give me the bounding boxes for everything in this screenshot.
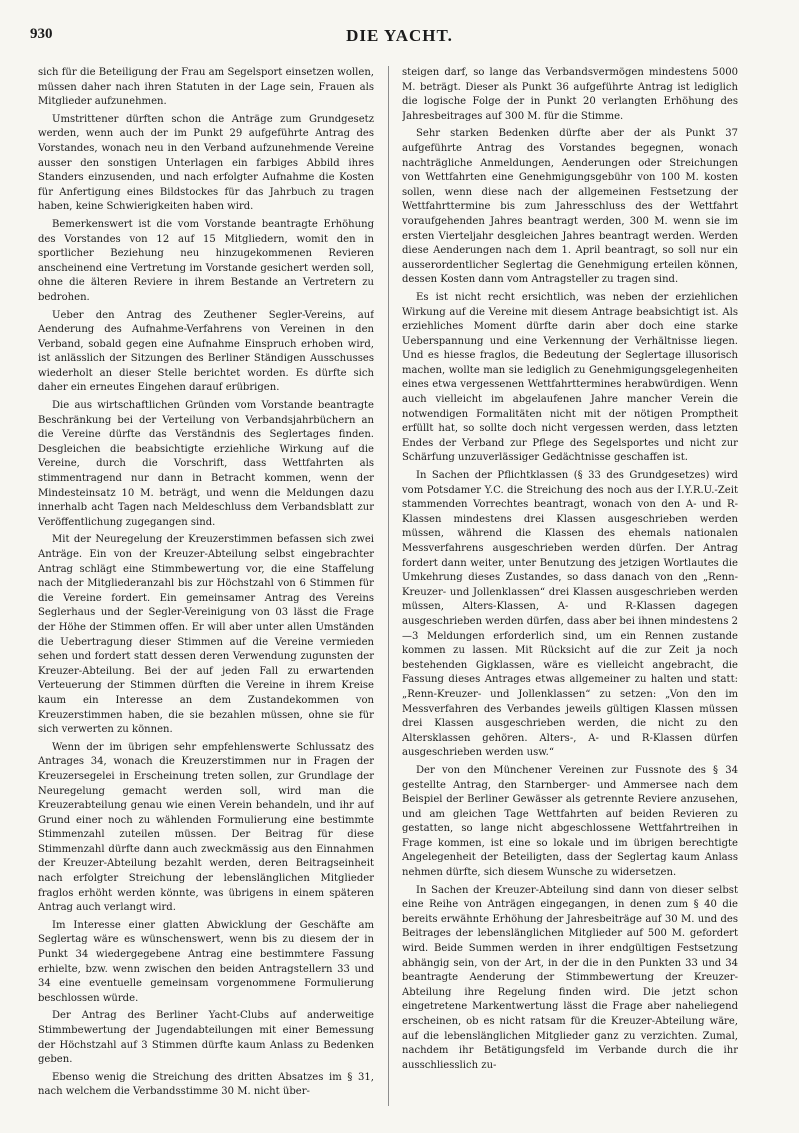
paragraph: Mit der Neuregelung der Kreuzerstimmen befassen sich zwei Anträge. Ein von der Kreuzer-Abteilung selbst eingebrachter Antrag schlägt eine Stimmbewertung vor, die eine Staffelung nach der Mitgliederanzahl bis zur Höchstzahl von 6 Stimmen für die Vereine fordert. Ein gemeinsamer Antrag des Vereins Seglerhaus und der Segler-Vereinigung von 03 lässt die Frage der Höhe der Stimmen offen. Er will aber unter allen Umständen die Uebertragung dieser Stimmen auf die Vereine vermieden sehen und fordert statt dessen deren Verwendung zugunsten der Kreuzer-Abteilung. Bei der auf jeden Fall zu erwartenden Verteuerung der Stimmen dürften die Vereine in ihrem Kreise kaum ein Interesse an dem Zustandekommen von Kreuzerstimmen haben, die sie bezahlen müssen, ohne sie für sich verwerten zu können. <box>38 534 374 736</box>
journal-title: DIE YACHT. <box>346 26 453 45</box>
paragraph: In Sachen der Pflichtklassen (§ 33 des Grundgesetzes) wird vom Potsdamer Y.C. die Streichung des noch aus der I.Y.R.U.-Zeit stammenden Vorrechtes beantragt, wonach von den A- und R-Klassen mindestens drei Klassen ausgeschrieben werden müssen, während die Klassen des ehemals nationalen Messverfahrens ausgeschrieben werden dürfen. Der Antrag fordert dann weiter, unter Benutzung des jetzigen Wortlautes die Umkehrung dieses Zustandes, so dass danach von den „Renn-Kreuzer- und Jollenklassen“ drei Klassen ausgeschrieben werden müssen, Alters-Klassen, A- und R-Klassen dagegen ausgeschrieben werden dürfen, dass aber bei ihnen mindestens 2—3 Meldungen erforderlich sind, um ein Rennen zustande kommen zu lassen. Mit Rücksicht auf die zur Zeit ja noch bestehenden Gigklassen, wäre es vielleicht angebracht, die Fassung dieses Antrages etwas allgemeiner zu halten und statt: „Renn-Kreuzer- und Jollenklassen“ zu setzen: „Von den im Messverfahren des Verbandes jeweils gültigen Klassen müssen drei Klassen ausgeschrieben werden, die nicht zu den Altersklassen gehören. Alters-, A- und R-Klassen dürfen ausgeschrieben werden usw.“ <box>402 470 738 759</box>
paragraph: Der Antrag des Berliner Yacht-Clubs auf anderweitige Stimmbewertung der Jugendabteilungen mit einer Bemessung der Höchstzahl auf 3 Stimmen dürfte kaum Anlass zu Bedenken geben. <box>38 1010 374 1066</box>
paragraph: sich für die Beteiligung der Frau am Segelsport einsetzen wollen, müssen daher nach ihren Statuten in der Lage sein, Frauen als Mitglieder aufzunehmen. <box>38 67 374 108</box>
article-body <box>38 66 738 1106</box>
right-column <box>402 66 738 1106</box>
left-column <box>38 66 374 1106</box>
paragraph: Die aus wirtschaftlichen Gründen vom Vorstande beantragte Beschränkung bei der Verteilung von Verbandsjahrbüchern an die Vereine dürfte das Verständnis des Seglertages finden. Desgleichen die beabsichtigte erziehliche Wirkung auf die Vereine, durch die Vorschrift, dass Wettfahrten als stimmentragend nur dann in Betracht kommen, wenn der Mindesteinsatz 10 M. beträgt, und wenn die Meldungen dazu innerhalb acht Tagen nach Meldeschluss dem Verbandsblatt zur Veröffentlichung zugegangen sind. <box>38 400 374 528</box>
paragraph: Bemerkenswert ist die vom Vorstande beantragte Erhöhung des Vorstandes von 12 auf 15 Mitgliedern, womit den in sportlicher Beziehung neu hinzugekommenen Revieren anscheinend eine Vertretung im Vorstande gesichert werden soll, ohne die älteren Reviere in ihrem Bestande an Vertretern zu bedrohen. <box>38 218 374 303</box>
page-header <box>0 26 799 48</box>
paragraph: Sehr starken Bedenken dürfte aber der als Punkt 37 aufgeführte Antrag des Vorstandes begegnen, wonach nachträgliche Anmeldungen, Aenderungen oder Streichungen von Wettfahrten eine Genehmigungsgebühr von 100 M. kosten sollen, wenn diese nach der allgemeinen Festsetzung der Wettfahrttermine bis zum Jahresschluss des der Wettfahrt voraufgehenden Jahres beantragt werden, 300 M. wenn sie im ersten Vierteljahr desgleichen Jahres beantragt werden. Werden diese Aenderungen nach dem 1. April beantragt, so soll nur ein ausserordentlicher Seglertag die Genehmigung erteilen können, dessen Kosten dann vom Antragsteller zu tragen sind. <box>402 128 738 286</box>
page-number: 930 <box>30 26 53 42</box>
paragraph: Der von den Münchener Vereinen zur Fussnote des § 34 gestellte Antrag, den Starnberger- und Ammersee nach dem Beispiel der Berliner Gewässer als getrennte Reviere anzusehen, und am gleichen Tage Wettfahrten auf beiden Revieren zu gestatten, so lange nicht abgeschlossene Wettfahrtreihen in Frage kommen, ist eine so lokale und im übrigen berechtigte Angelegenheit der Beteiligten, dass der Seglertag kaum Anlass nehmen dürfte, sich diesem Wunsche zu widersetzen. <box>402 764 738 879</box>
paragraph: Im Interesse einer glatten Abwicklung der Geschäfte am Seglertag wäre es wünschenswert, wenn bis zu diesem der in Punkt 34 wiedergegebene Antrag eine bestimmtere Fassung erhielte, bzw. wenn zwischen den beiden Antragstellern 33 und 34 eine eventuelle gemeinsam vorgenommene Formulierung beschlossen würde. <box>38 919 374 1004</box>
column-divider <box>388 66 389 1106</box>
paragraph: Es ist nicht recht ersichtlich, was neben der erziehlichen Wirkung auf die Vereine mit diesem Antrage beabsichtigt ist. Als erziehliches Moment dürfte darin aber doch eine starke Ueberspannung und eine Verkennung der Verhältnisse liegen. Und es hiesse fraglos, die Bedeutung der Seglertage illusorisch machen, wollte man sie lediglich zu Genehmigungsgelegenheiten eines etwa vergessenen Wettfahrttermines herabwürdigen. Wenn auch vielleicht im abgelaufenen Jahre mancher Verein die notwendigen Formalitäten nicht mit der nötigen Promptheit erfüllt hat, so sollte doch nicht vergessen werden, dass letzten Endes der Verband zur Pflege des Segelsportes und nicht zur Schärfung unzuverlässiger Gedächtnisse geschaffen ist. <box>402 291 738 464</box>
paragraph: Umstrittener dürften schon die Anträge zum Grundgesetz werden, wenn auch der im Punkt 29 aufgeführte Antrag des Vorstandes, wonach neu in den Verband aufzunehmende Vereine ausser den sonstigen Unterlagen ein farbiges Abbild ihres Standers einzusenden, und nach erfolgter Aufnahme die Kosten für Anfertigung eines Bildstockes für das Jahrbuch zu tragen haben, keine Schwierigkeiten haben wird. <box>38 113 374 213</box>
paragraph: Wenn der im übrigen sehr empfehlenswerte Schlussatz des Antrages 34, wonach die Kreuzerstimmen nur in Fragen der Kreuzersegelei in Erscheinung treten sollen, zur Grundlage der Neuregelung gemacht werden soll, wird man die Kreuzerabteilung genau wie einen Verein behandeln, und ihr auf Grund einer noch zu wählenden Formulierung eine bestimmte Stimmenzahl zuteilen müssen. Der Beitrag für diese Stimmenzahl dürfte dann auch zweckmässig aus den Einnahmen der Kreuzer-Abteilung bezahlt werden, deren Beitragseinheit nach erfolgter Streichung der lebenslänglichen Mitglieder fraglos erhöht werden könnte, was übrigens in einem späteren Antrag auch verlangt wird. <box>38 741 374 914</box>
paragraph: Ueber den Antrag des Zeuthener Segler-Vereins, auf Aenderung des Aufnahme-Verfahrens von Vereinen in den Verband, sobald gegen eine Aufnahme Einspruch erhoben wird, ist anlässlich der Sitzungen des Berliner Ständigen Ausschusses wiederholt an dieser Stelle berichtet worden. Es dürfte sich daher ein erneutes Eingehen darauf erübrigen. <box>38 309 374 394</box>
paragraph: Ebenso wenig die Streichung des dritten Absatzes im § 31, nach welchem die Verbandsstimme 30 M. nicht über- <box>38 1071 374 1098</box>
paragraph: steigen darf, so lange das Verbandsvermögen mindestens 5000 M. beträgt. Dieser als Punkt 36 aufgeführte Antrag ist lediglich die logische Folge der in Punkt 20 verlangten Erhöhung des Jahresbeitrages auf 300 M. für die Stimme. <box>402 67 738 122</box>
paragraph: In Sachen der Kreuzer-Abteilung sind dann von dieser selbst eine Reihe von Anträgen eingegangen, in denen zum § 40 die bereits erwähnte Erhöhung der Jahresbeiträge auf 30 M. und des Beitrages der lebenslänglichen Mitglieder auf 500 M. gefordert wird. Beide Summen werden in ihrer endgültigen Festsetzung abhängig sein, von der Art, in der die in den Punkten 33 und 34 beantragte Aenderung der Stimmbewertung der Kreuzer-Abteilung ihre Regelung finden wird. Die jetzt schon eingetretene Markentwertung lässt die Frage aber naheliegend erscheinen, ob es nicht ratsam für die Kreuzer-Abteilung wäre, auf die lebenslänglichen Mitglieder ganz zu verzichten. Zumal, nachdem ihr Betätigungsfeld im Verbande durch die ihr ausschliesslich zu- <box>402 884 738 1071</box>
